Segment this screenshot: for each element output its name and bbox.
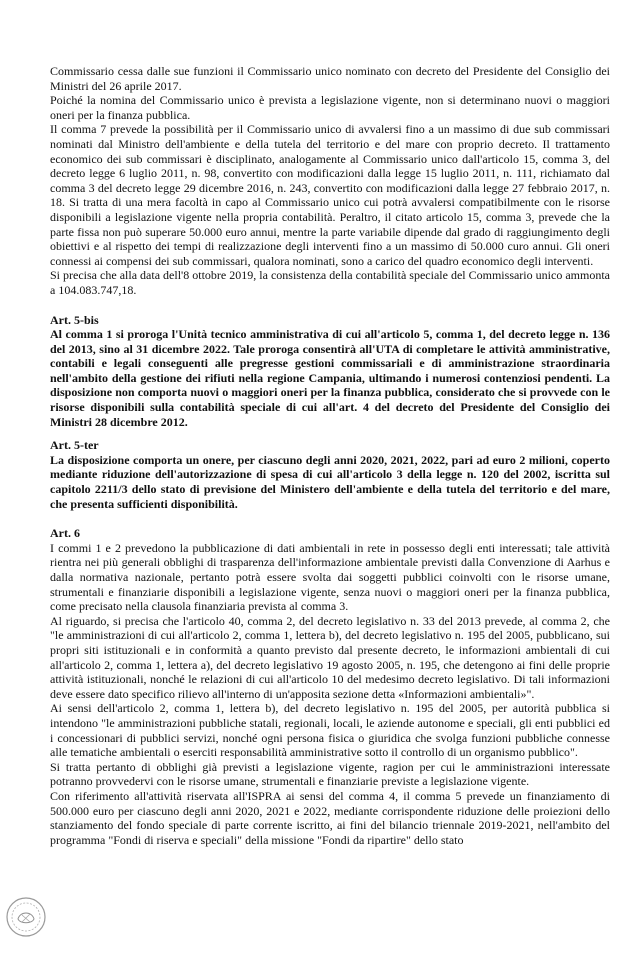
art6-paragraph-1: I commi 1 e 2 prevedono la pubblicazione di dati ambientali in rete in possesso degli enti interessati; tale attività rientra nei più generali obblighi di trasparenza dell'informazione ambientale previsti dalla Convenzione di Aarhus e dalla normativa nazionale, pertanto potrà essere svolta dai soggetti pubblici coinvolti con le risorse umane, strumentali e finanziarie disponibili a legislazione vigente, senza nuovi o maggiori oneri per la finanza pubblica, come precisato nella clausola finanziaria prevista al comma 3.: [50, 540, 610, 614]
intro-paragraph-3: Il comma 7 prevede la possibilità per il Commissario unico di avvalersi fino a un massimo di due sub commissari nominati dal Ministro dell'ambiente e della tutela del territorio e del mare con proprio decreto. Il trattamento economico dei sub commissari è disciplinato, analogamente al Commissario unico dall'articolo 15, comma 3, del decreto legge 6 luglio 2011, n. 98, convertito con modificazioni dalla legge 15 luglio 2011, n. 111, richiamato dal comma 3 del decreto legge 29 dicembre 2016, n. 243, convertito con modificazioni dalla legge 27 febbraio 2017, n. 18. Si tratta di una mera facoltà in capo al Commissario unico cui potrà avvalersi compatibilmente con le risorse disponibili a legislazione vigente nella propria contabilità. Peraltro, il citato articolo 15, comma 3, prevede che la parte fissa non può superare 50.000 euro annui, mentre la parte variabile dipende dal grado di raggiungimento degli obiettivi e al rispetto dei tempi di realizzazione degli interventi fino a un massimo di 50.000 curo annui. Gli oneri connessi ai compensi dei sub commissari, qualora nominati, sono a carico del quadro economico degli interventi.: [50, 122, 610, 268]
art6-paragraph-2: Al riguardo, si precisa che l'articolo 40, comma 2, del decreto legislativo n. 33 del 2013 prevede, al comma 2, che "le amministrazioni di cui all'articolo 2, comma 1, lettera b), del decreto legislativo n. 195 del 2005, pubblicano, sui propri siti istituzionali e in conformità a quanto previsto dal presente decreto, le informazioni ambientali di cui all'articolo 2, comma 1, lettera a), del decreto legislativo 19 agosto 2005, n. 195, che detengono ai fini delle proprie attività istituzionali, nonché le relazioni di cui all'articolo 10 del medesimo decreto legislativo. Di tali informazioni deve essere dato specifico rilievo all'interno di un'apposita sezione detta «Informazioni ambientali»".: [50, 613, 610, 701]
art5bis-heading: Art. 5-bis: [50, 312, 99, 327]
intro-paragraph-2: Poiché la nomina del Commissario unico è prevista a legislazione vigente, non si determinano nuovi o maggiori oneri per la finanza pubblica.: [50, 93, 610, 122]
section-spacer: [50, 511, 610, 526]
document-body: [50, 64, 610, 847]
art5ter-text: La disposizione comporta un onere, per ciascuno degli anni 2020, 2021, 2022, pari ad euro 2 milioni, coperto mediante riduzione dell'autorizzazione di spesa di cui all'articolo 3 della legge n. 120 del 2002, iscritta sul capitolo 2211/3 dello stato di previsione del Ministero dell'ambiente e della tutela del territorio e del mare, che presenta sufficienti disponibilità.: [50, 452, 610, 511]
section-spacer: [50, 298, 610, 313]
art6-paragraph-5: Con riferimento all'attività riservata all'ISPRA ai sensi del comma 4, il comma 5 prevede un finanziamento di 500.000 euro per ciascuno degli anni 2020, 2021 e 2022, mediante corrispondente riduzione delle proiezioni dello stanziamento del fondo speciale di parte corrente iscritto, ai fini del bilancio triennale 2019-2021, nell'ambito del programma "Fondi di riserva e speciali" della missione "Fondi da ripartire" dello stato: [50, 788, 610, 847]
intro-paragraph-1: Commissario cessa dalle sue funzioni il Commissario unico nominato con decreto del Presidente del Consiglio dei Ministri del 26 aprile 2017.: [50, 64, 610, 93]
art5bis-text: Al comma 1 si proroga l'Unità tecnico amministrativa di cui all'articolo 5, comma 1, del decreto legge n. 136 del 2013, sino al 31 dicembre 2022. Tale proroga consentirà all'UTA di completare le attività amministrative, contabili e legali conseguenti alle pregresse gestioni commissariali e di amministrazione straordinaria nell'ambito della gestione dei rifiuti nella regione Campania, ultimando i numerosi contenziosi pendenti. La disposizione non comporta nuovi o maggiori oneri per la finanza pubblica, considerato che si provvede con le risorse disponibili sulla contabilità speciale di cui all'art. 4 del decreto del Presidente del Consiglio dei Ministri 28 dicembre 2012.: [50, 327, 610, 429]
art6-paragraph-4: Si tratta pertanto di obblighi già previsti a legislazione vigente, ragion per cui le amministrazioni interessate potranno provvedervi con le risorse umane, strumentali e finanziarie previste a legislazione vigente.: [50, 759, 610, 789]
art5ter-heading: Art. 5-ter: [50, 438, 99, 453]
intro-paragraph-4: Si precisa che alla data dell'8 ottobre 2019, la consistenza della contabilità speciale del Commissario unico ammonta a 104.083.747,18.: [50, 268, 610, 297]
art6-paragraph-3: Ai sensi dell'articolo 2, comma 1, lettera b), del decreto legislativo n. 195 del 2005, per autorità pubblica si intendono "le amministrazioni pubbliche statali, regionali, locali, le aziende autonome e speciali, gli enti pubblici ed i concessionari di pubblici servizi, nonché ogni persona fisica o giuridica che svolga funzioni pubbliche connesse alle tematiche ambientali o eserciti responsabilità amministrative sotto il controllo di un organismo pubblico".: [50, 701, 610, 760]
art6-heading: Art. 6: [50, 526, 80, 541]
section-spacer: [50, 429, 610, 438]
official-seal-stamp: [4, 895, 48, 939]
